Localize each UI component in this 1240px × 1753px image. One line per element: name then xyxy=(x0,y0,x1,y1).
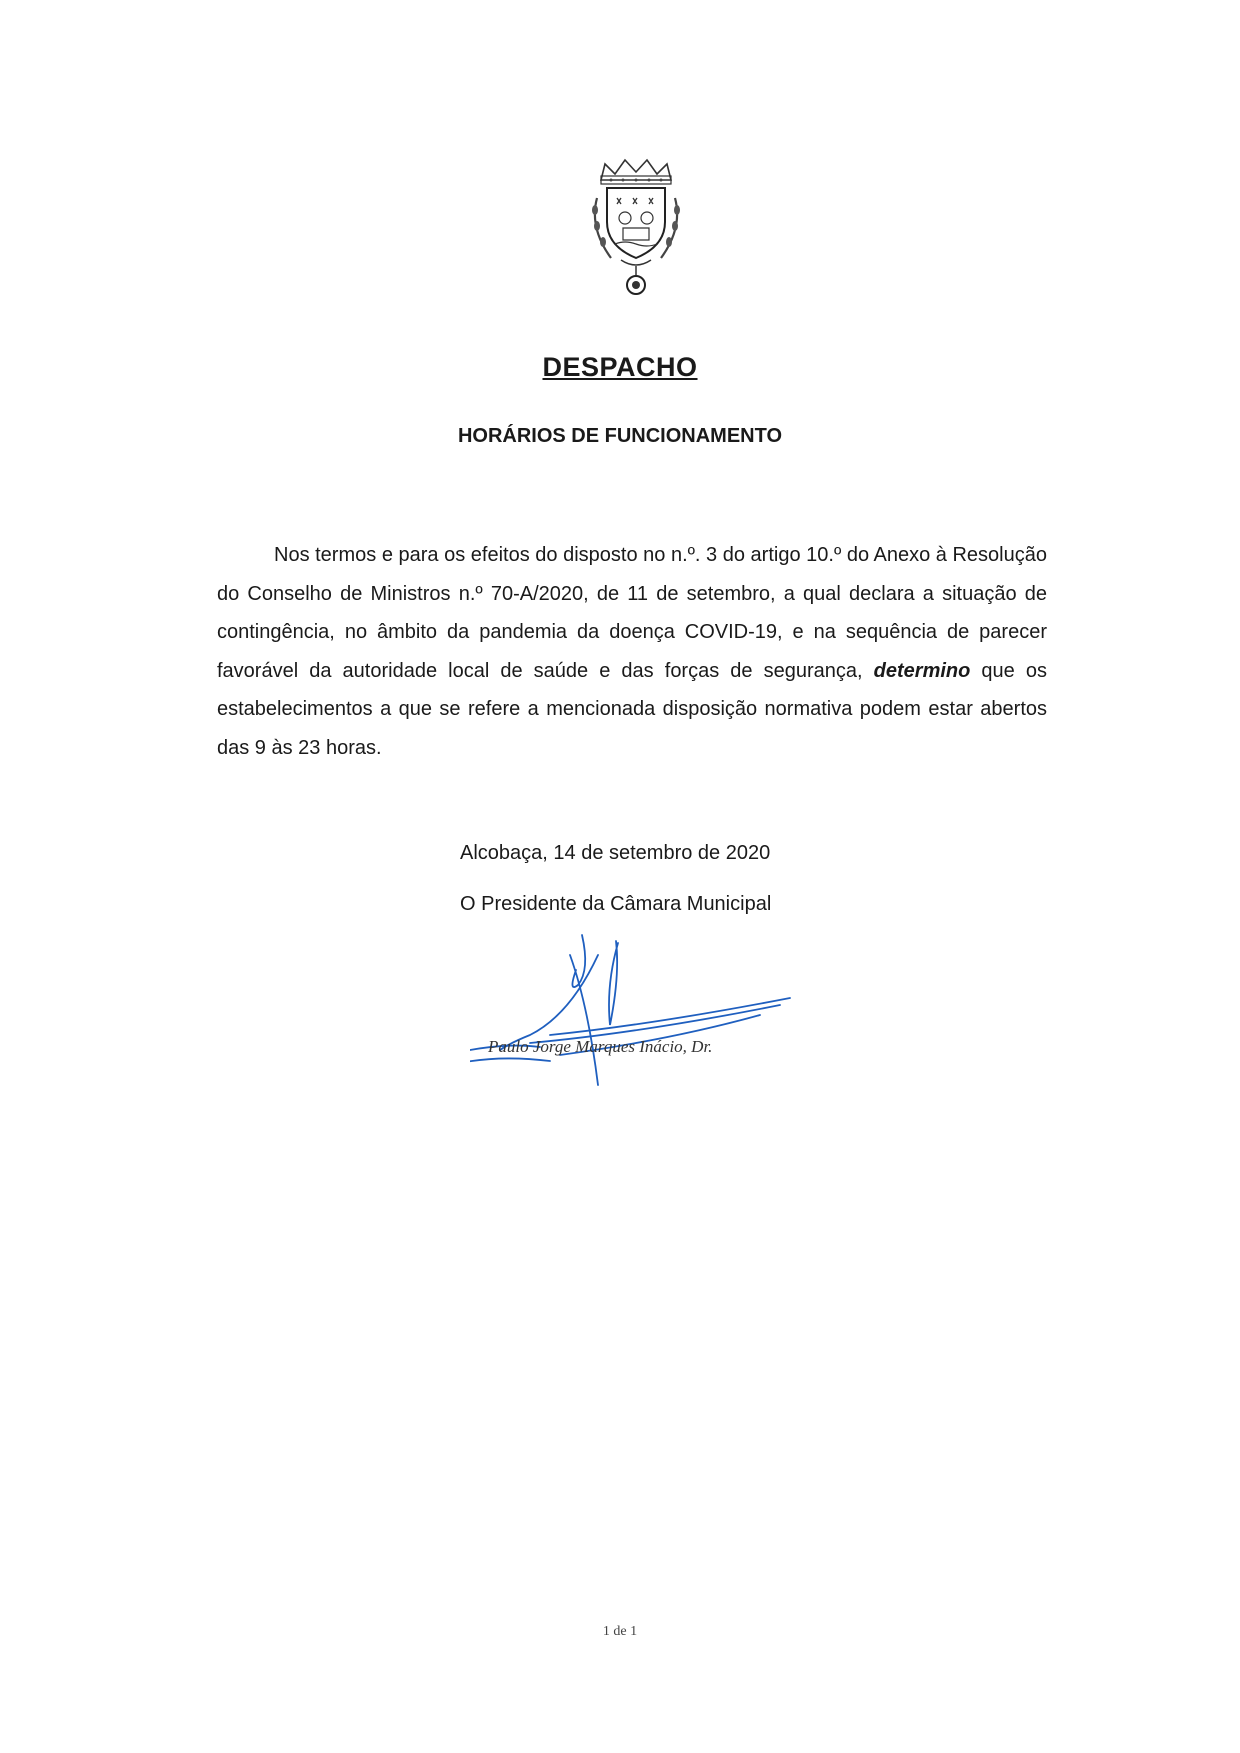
document-title: DESPACHO xyxy=(542,352,698,382)
coat-of-arms-icon xyxy=(583,158,689,298)
handwritten-signature-icon xyxy=(470,915,800,1095)
body-lead-text: Nos termos e para os efeitos do disposto no n.º. 3 do artigo 10.º do Anexo à Resolução do Conselho de Ministros n.º 70-A/2020, de 11 de setembro, a qual declara a situação de contingência, no âmbito da pandemia da doença COVID-19, e na sequência de parecer favorável da autoridade local de saúde e das forças de segurança, xyxy=(217,544,1047,682)
body-tail-text: que os estabelecimentos a que se refere a mencionada disposição normativa podem estar abertos das 9 às 23 horas. xyxy=(217,659,1047,759)
signer-name: Paulo Jorge Marques Inácio, Dr. xyxy=(488,1037,713,1056)
body-paragraph xyxy=(217,536,1047,767)
page-number: 1 de 1 xyxy=(602,1624,638,1639)
signer-title: O Presidente da Câmara Municipal xyxy=(460,893,772,915)
document-subtitle: HORÁRIOS DE FUNCIONAMENTO xyxy=(457,425,783,447)
place-and-date: Alcobaça, 14 de setembro de 2020 xyxy=(460,842,771,864)
body-emphasis-text: determino xyxy=(873,659,971,682)
